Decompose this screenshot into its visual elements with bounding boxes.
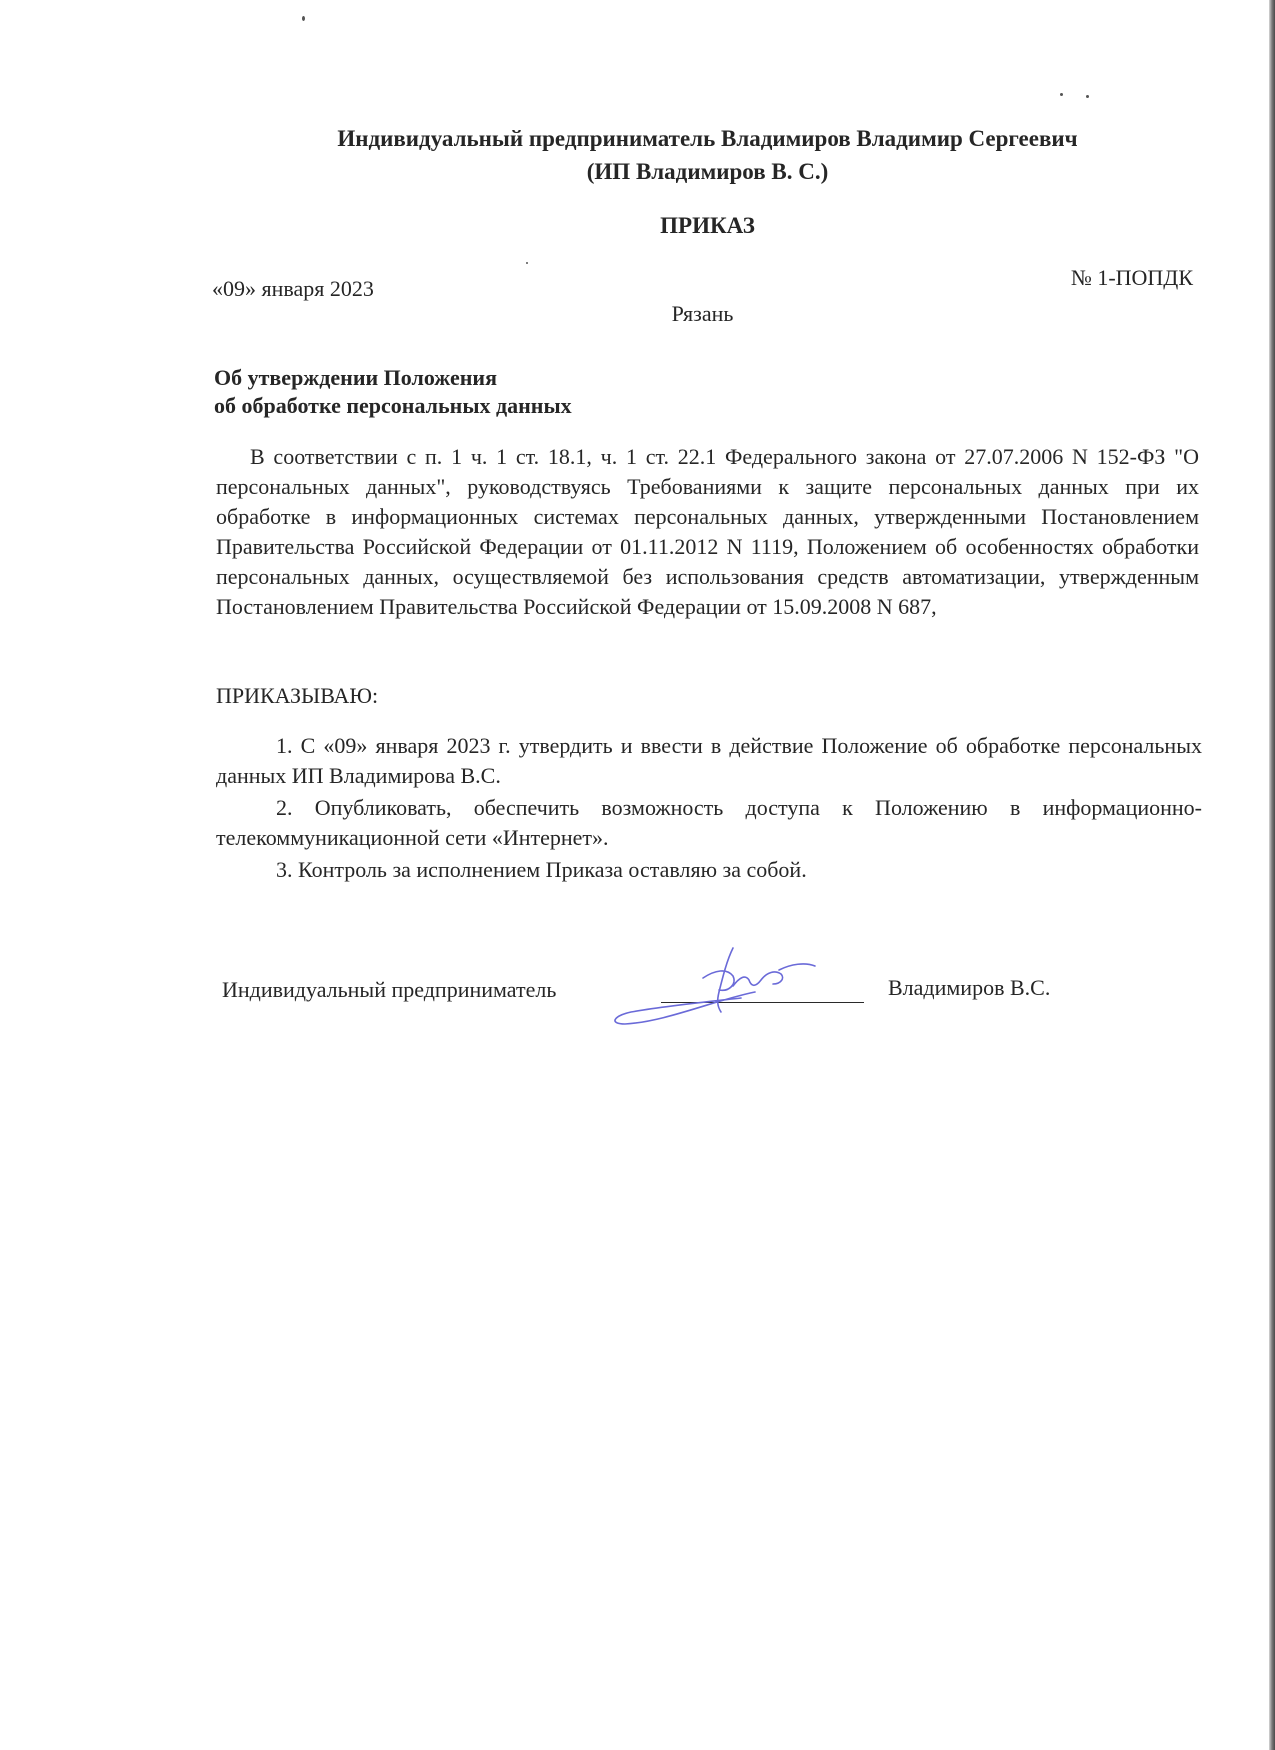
scan-speck (302, 16, 305, 21)
handwritten-signature (605, 940, 825, 1030)
order-item: 3. Контроль за исполнением Приказа оставляю за собой. (276, 857, 807, 882)
document-date: «09» января 2023 (212, 276, 374, 301)
scan-speck (526, 262, 528, 264)
preamble-paragraph: В соответствии с п. 1 ч. 1 ст. 18.1, ч. 1 ст. 22.1 Федерального закона от 27.07.2006 N 152-ФЗ "О персональных данных", руководствуясь Требованиями к защите персональных данных при их обработке в информационных системах персональных данных, утвержденными Постановлением Правительства Российской Федерации от 01.11.2012 N 1119, Положением об особенностях обработки персональных данных, осуществляемой без использования средств автоматизации, утвержденным Постановлением Правительства Российской Федерации от 15.09.2008 N 687, (216, 444, 1199, 619)
issuer-header (0, 122, 1275, 188)
order-item: 1. С «09» января 2023 г. утвердить и ввести в действие Положение об обработке персональных данных ИП Владимирова В.С. (216, 733, 1202, 788)
issuer-short-name: (ИП Владимиров В. С.) (586, 159, 829, 184)
scan-edge (1269, 0, 1275, 1750)
document-subject (214, 364, 572, 420)
signer-name: Владимиров В.С. (888, 975, 1051, 1000)
subject-line-2: об обработке персональных данных (214, 393, 572, 418)
document-city: Рязань (671, 301, 734, 326)
order-item: 2. Опубликовать, обеспечить возможность доступа к Положению в информационно-телекоммуникационной сети «Интернет». (216, 795, 1202, 850)
document-type: ПРИКАЗ (660, 213, 755, 238)
scan-speck (1060, 93, 1063, 96)
scan-speck (1086, 95, 1089, 98)
signer-role: Индивидуальный предприниматель (222, 977, 557, 1002)
order-word: ПРИКАЗЫВАЮ: (216, 683, 379, 708)
issuer-name: Индивидуальный предприниматель Владимиров Владимир Сергеевич (337, 126, 1078, 151)
subject-line-1: Об утверждении Положения (214, 365, 497, 390)
document-number: № 1-ПОПДК (1070, 265, 1193, 290)
order-items (216, 731, 1202, 885)
